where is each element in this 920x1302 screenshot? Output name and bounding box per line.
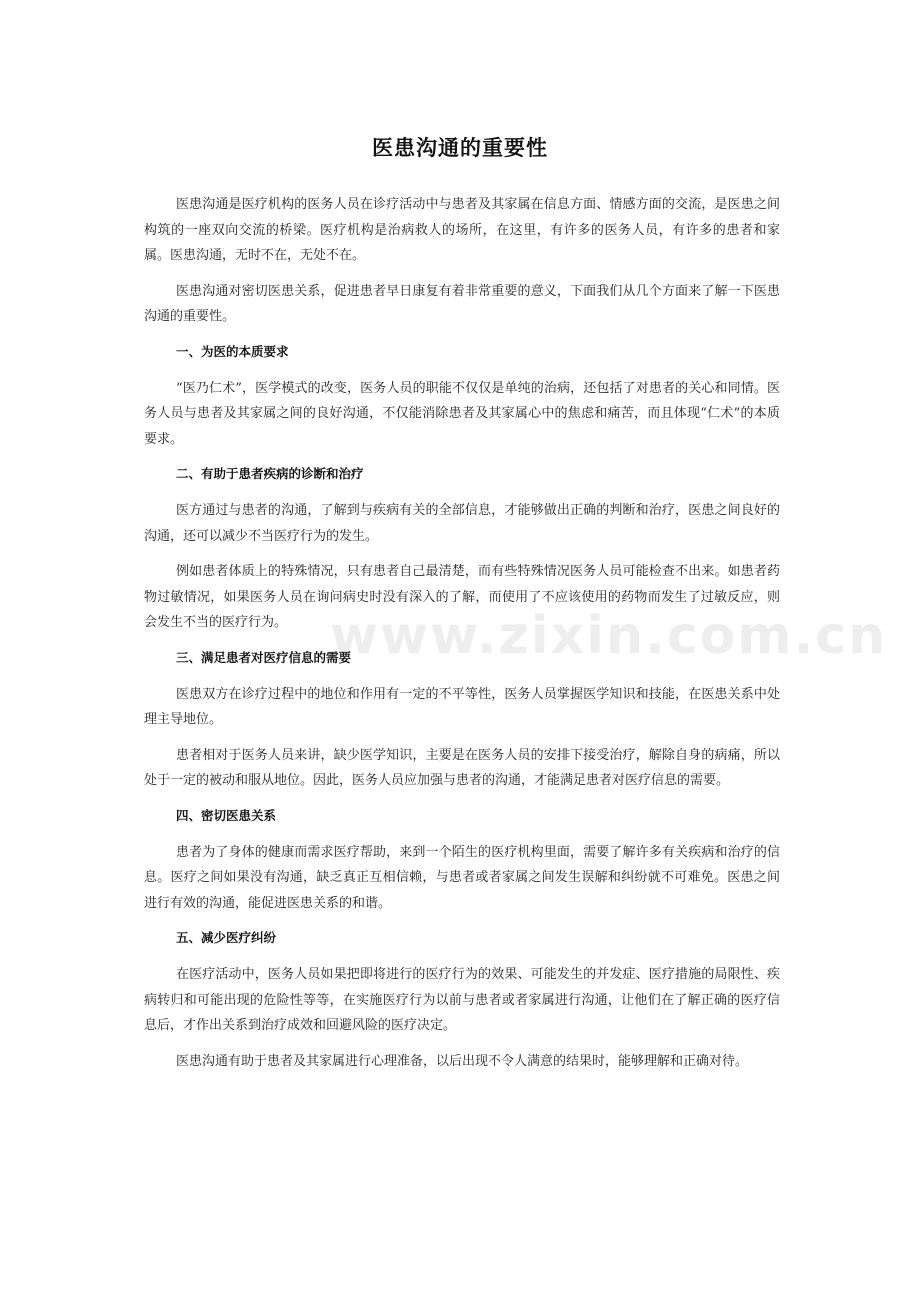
section-3-paragraph-2: 患者相对于医务人员来讲，缺少医学知识，主要是在医务人员的安排下接受治疗，解除自身的病痛，所以处于一定的被动和服从地位。因此，医务人员应加强与患者的沟通，才能满足患者对医疗信息的需要。 xyxy=(144,747,780,788)
intro-paragraph-2: 医患沟通对密切医患关系，促进患者早日康复有着非常重要的意义，下面我们从几个方面来了解一下医患沟通的重要性。 xyxy=(144,283,780,324)
intro-paragraph-1: 医患沟通是医疗机构的医务人员在诊疗活动中与患者及其家属在信息方面、情感方面的交流，是医患之间构筑的一座双向交流的桥梁。医疗机构是治病救人的场所，在这里，有许多的医务人员，有许多的患者和家属。医患沟通，无时不在，无处不在。 xyxy=(144,197,780,263)
watermark: www.zixin.com.cn xyxy=(330,606,888,666)
section-2-paragraph-2: 例如患者体质上的特殊情况，只有患者自己最清楚，而有些特殊情况医务人员可能检查不出来。如患者药物过敏情况，如果医务人员在询问病史时没有深入的了解，而使用了不应该使用的药物而发生了过敏反应，则会发生不当的医疗行为。 xyxy=(144,564,780,630)
section-heading-1: 一、为医的本质要求 xyxy=(176,343,289,359)
section-4-paragraph-1: 患者为了身体的健康而需求医疗帮助，来到一个陌生的医疗机构里面，需要了解许多有关疾病和治疗的信息。医疗之间如果没有沟通，缺乏真正互相信赖，与患者或者家属之间发生误解和纠纷就不可难免。医患之间进行有效的沟通，能促进医患关系的和谐。 xyxy=(144,844,780,911)
section-5-paragraph-2: 医患沟通有助于患者及其家属进行心理准备，以后出现不令人满意的结果时，能够理解和正确对待。 xyxy=(176,1053,749,1069)
section-heading-3: 三、满足患者对医疗信息的需要 xyxy=(176,649,352,665)
section-heading-4: 四、密切医患关系 xyxy=(176,807,277,823)
section-5-paragraph-1: 在医疗活动中，医务人员如果把即将进行的医疗行为的效果、可能发生的并发症、医疗措施的局限性、疾病转归和可能出现的危险性等等，在实施医疗行为以前与患者或者家属进行沟通，让他们在了解正确的医疗信息后，才作出关系到治疗成效和回避风险的医疗决定。 xyxy=(144,967,780,1033)
section-1-paragraph-1: “医乃仁术”，医学模式的改变，医务人员的职能不仅仅是单纯的治病，还包括了对患者的关心和同情。医务人员与患者及其家属之间的良好沟通，不仅能消除患者及其家属心中的焦虑和痛苦，而且体现“仁术”的本质要求。 xyxy=(144,380,780,447)
document-body xyxy=(144,192,780,1084)
page-title: 医患沟通的重要性 xyxy=(372,136,548,160)
section-heading-5: 五、减少医疗纠纷 xyxy=(176,930,277,945)
section-2-paragraph-1: 医方通过与患者的沟通，了解到与疾病有关的全部信息，才能够做出正确的判断和治疗，医患之间良好的沟通，还可以减少不当医疗行为的发生。 xyxy=(144,503,780,544)
section-heading-2: 二、有助于患者疾病的诊断和治疗 xyxy=(176,466,364,481)
section-3-paragraph-1: 医患双方在诊疗过程中的地位和作用有一定的不平等性，医务人员掌握医学知识和技能，在医患关系中处理主导地位。 xyxy=(144,686,780,727)
